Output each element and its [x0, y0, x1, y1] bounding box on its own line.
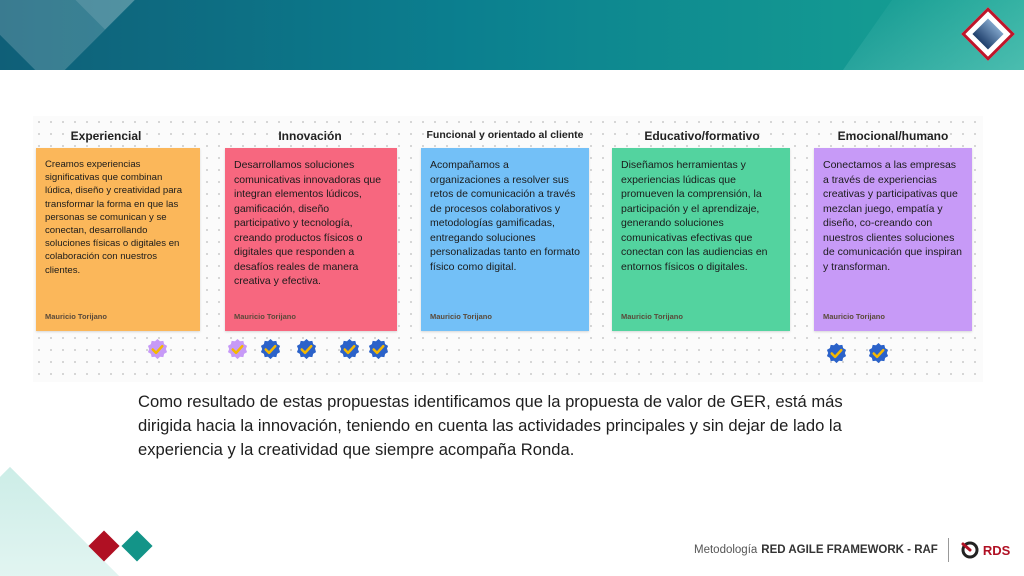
sticky-note-text: Desarrollamos soluciones comunicativas innovadoras que integran elementos lúdicos, gamificación, diseño participativo y tecnología, creando productos físicos o digitales que responden a desafíos reales de manera creativa y efectiva. — [234, 159, 382, 287]
column-title-experiencial: Experiencial — [70, 129, 142, 143]
teal-diamond-icon — [121, 530, 152, 561]
vote-check-icon[interactable] — [295, 338, 318, 361]
conclusion-paragraph: Como resultado de estas propuestas identificamos que la propuesta de valor de GER, está más dirigida hacia la innovación, teniendo en cuenta las actividades principales y sin dejar de lado la experiencia y la creatividad que siempre acompaña Ronda. — [138, 392, 843, 459]
sticky-note-text: Acompañamos a organizaciones a resolver sus retos de comunicación a través de procesos colaborativos y metodologías gamificadas, entregando soluciones personalizadas tanto en formato físico como digital. — [430, 159, 581, 273]
column-title-innovacion: Innovación — [278, 129, 342, 143]
column-title-emocional: Emocional/humano — [837, 129, 949, 143]
rds-logo — [959, 540, 1010, 560]
vote-check-icon[interactable] — [367, 338, 390, 361]
footer-title: RED AGILE FRAMEWORK - RAF — [761, 544, 938, 556]
sticky-note-author: Mauricio Torijano — [621, 312, 683, 321]
sticky-note-text: Creamos experiencias significativas que combinan lúdica, diseño y creatividad para transformar la forma en que las personas se comunican y se conectan, desarrollando soluciones físicas o digitales en colaboración con nuestros clientes. — [45, 159, 183, 276]
column-title-educativo: Educativo/formativo — [644, 129, 760, 143]
vote-check-icon[interactable] — [338, 338, 361, 361]
vote-check-icon[interactable] — [146, 338, 169, 361]
column-title-funcional: Funcional y orientado al cliente — [426, 129, 584, 141]
header-band — [0, 0, 1024, 70]
sticky-note[interactable] — [36, 148, 200, 331]
brand-logo-icon — [962, 8, 1014, 60]
sticky-note-author: Mauricio Torijano — [45, 312, 107, 321]
sticky-note-author: Mauricio Torijano — [234, 312, 296, 321]
sticky-note[interactable] — [612, 148, 790, 331]
vote-check-icon[interactable] — [825, 342, 848, 365]
rds-logo-text: RDS — [982, 542, 1011, 558]
sticky-note-text: Diseñamos herramientas y experiencias lúdicas que promueven la comprensión, la participación y el aprendizaje, generando soluciones comunicativas efectivas que conectan con las audiencias en entornos físicos o digitales. — [621, 159, 768, 273]
footer — [694, 540, 1010, 560]
sticky-note-text: Conectamos a las empresas a través de experiencias creativas y participativas que mezclan juego, empatía y diseño, co-creando con nuestros clientes soluciones de comunicación que inspiran y transforman. — [823, 159, 962, 273]
footer-prefix: Metodología — [694, 544, 758, 556]
sticky-note[interactable] — [225, 148, 397, 331]
vote-check-icon[interactable] — [867, 342, 890, 365]
rds-logo-icon — [959, 540, 981, 560]
sticky-note-author: Mauricio Torijano — [430, 312, 492, 321]
vote-check-icon[interactable] — [259, 338, 282, 361]
vote-check-icon[interactable] — [226, 338, 249, 361]
sticky-note[interactable] — [421, 148, 589, 331]
sticky-note-author: Mauricio Torijano — [823, 312, 885, 321]
sticky-note[interactable] — [814, 148, 972, 331]
footer-divider — [948, 538, 949, 562]
